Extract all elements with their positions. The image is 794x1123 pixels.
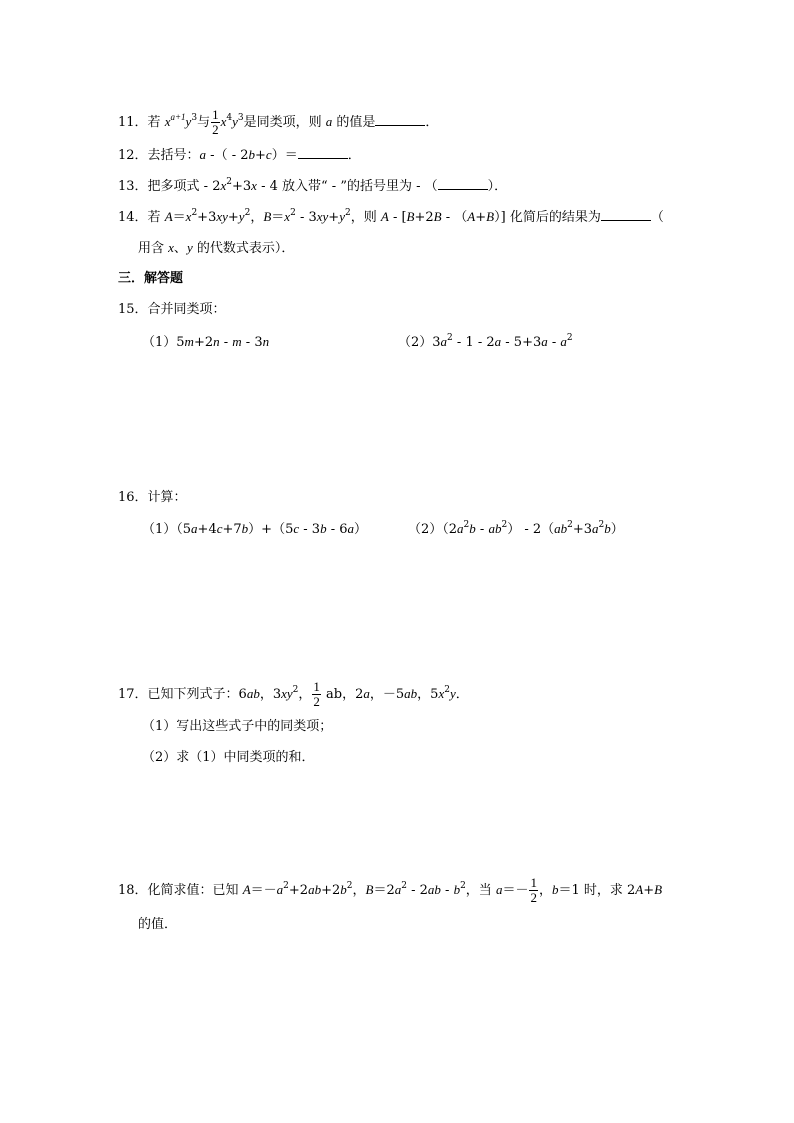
question-14: 14．若 $A=x^2+3xy+y^2$，$B=x^2 - 3xy+y^2$，则 A - [B+2B - （A+B）] 化简后的结果为 （	[118, 208, 664, 225]
question-14-line2: 用含 x、y 的代数式表示）．	[138, 240, 295, 256]
q18-line2: 的值．	[138, 917, 178, 932]
fraction-half: $\frac{1}{2}$	[212, 107, 219, 137]
q15-part2: $(2)3a^2 - 1 - 2a - 5+3a - a^2$	[398, 333, 573, 350]
q17-sub1: （1）写出这些式子中的同类项；	[142, 719, 333, 734]
question-17: 17．已知下列式子：6ab，$3xy^2$， $\frac{1}{2}$ ab，2a，－5ab，$5x^2y$．	[118, 679, 469, 709]
answer-blank[interactable]	[298, 146, 348, 159]
question-13: 13．把多项式 - $2x^2+3x - 4$ 放入带“ - ”的括号里为 - （ ）．	[118, 177, 508, 194]
section-heading: 三．解答题	[118, 271, 184, 286]
question-15: 15．合并同类项：	[118, 302, 226, 317]
fraction-half: $\frac{1}{2}$	[530, 875, 537, 905]
question-16: 16．计算：	[118, 490, 187, 505]
question-11: 11．若 $x^{a+1}y^3$与 $\frac{1}{2}$ $x^4y^3$是同类项，则 a 的值是 ．	[118, 107, 439, 137]
q16-part2: $(2)(2a^2b - ab^2) - 2(ab^2+3a^2b)$	[408, 520, 624, 537]
question-12: 12．去括号：a -（ - 2b+c）＝ ．	[118, 147, 361, 163]
fraction-half: $\frac{1}{2}$	[313, 679, 320, 709]
question-18: 18．化简求值：已知 $A=-a^2+2ab+2b^2$，$B=2a^2 - 2ab - b^2$，当 a＝－ $\frac{1}{2}$ ，b＝1 时，求 2A+B	[118, 875, 663, 905]
q15-part1: （1）5m+2n - m - 3n	[142, 334, 270, 350]
q17-sub2: （2）求（1）中同类项的和．	[142, 750, 315, 765]
answer-blank[interactable]	[375, 113, 425, 126]
answer-blank[interactable]	[601, 208, 651, 221]
q16-part1: （1）（5a+4c+7b）+（5c - 3b - 6a）	[142, 521, 368, 537]
q11-number: 11．若	[118, 115, 165, 130]
answer-blank[interactable]	[438, 177, 488, 190]
